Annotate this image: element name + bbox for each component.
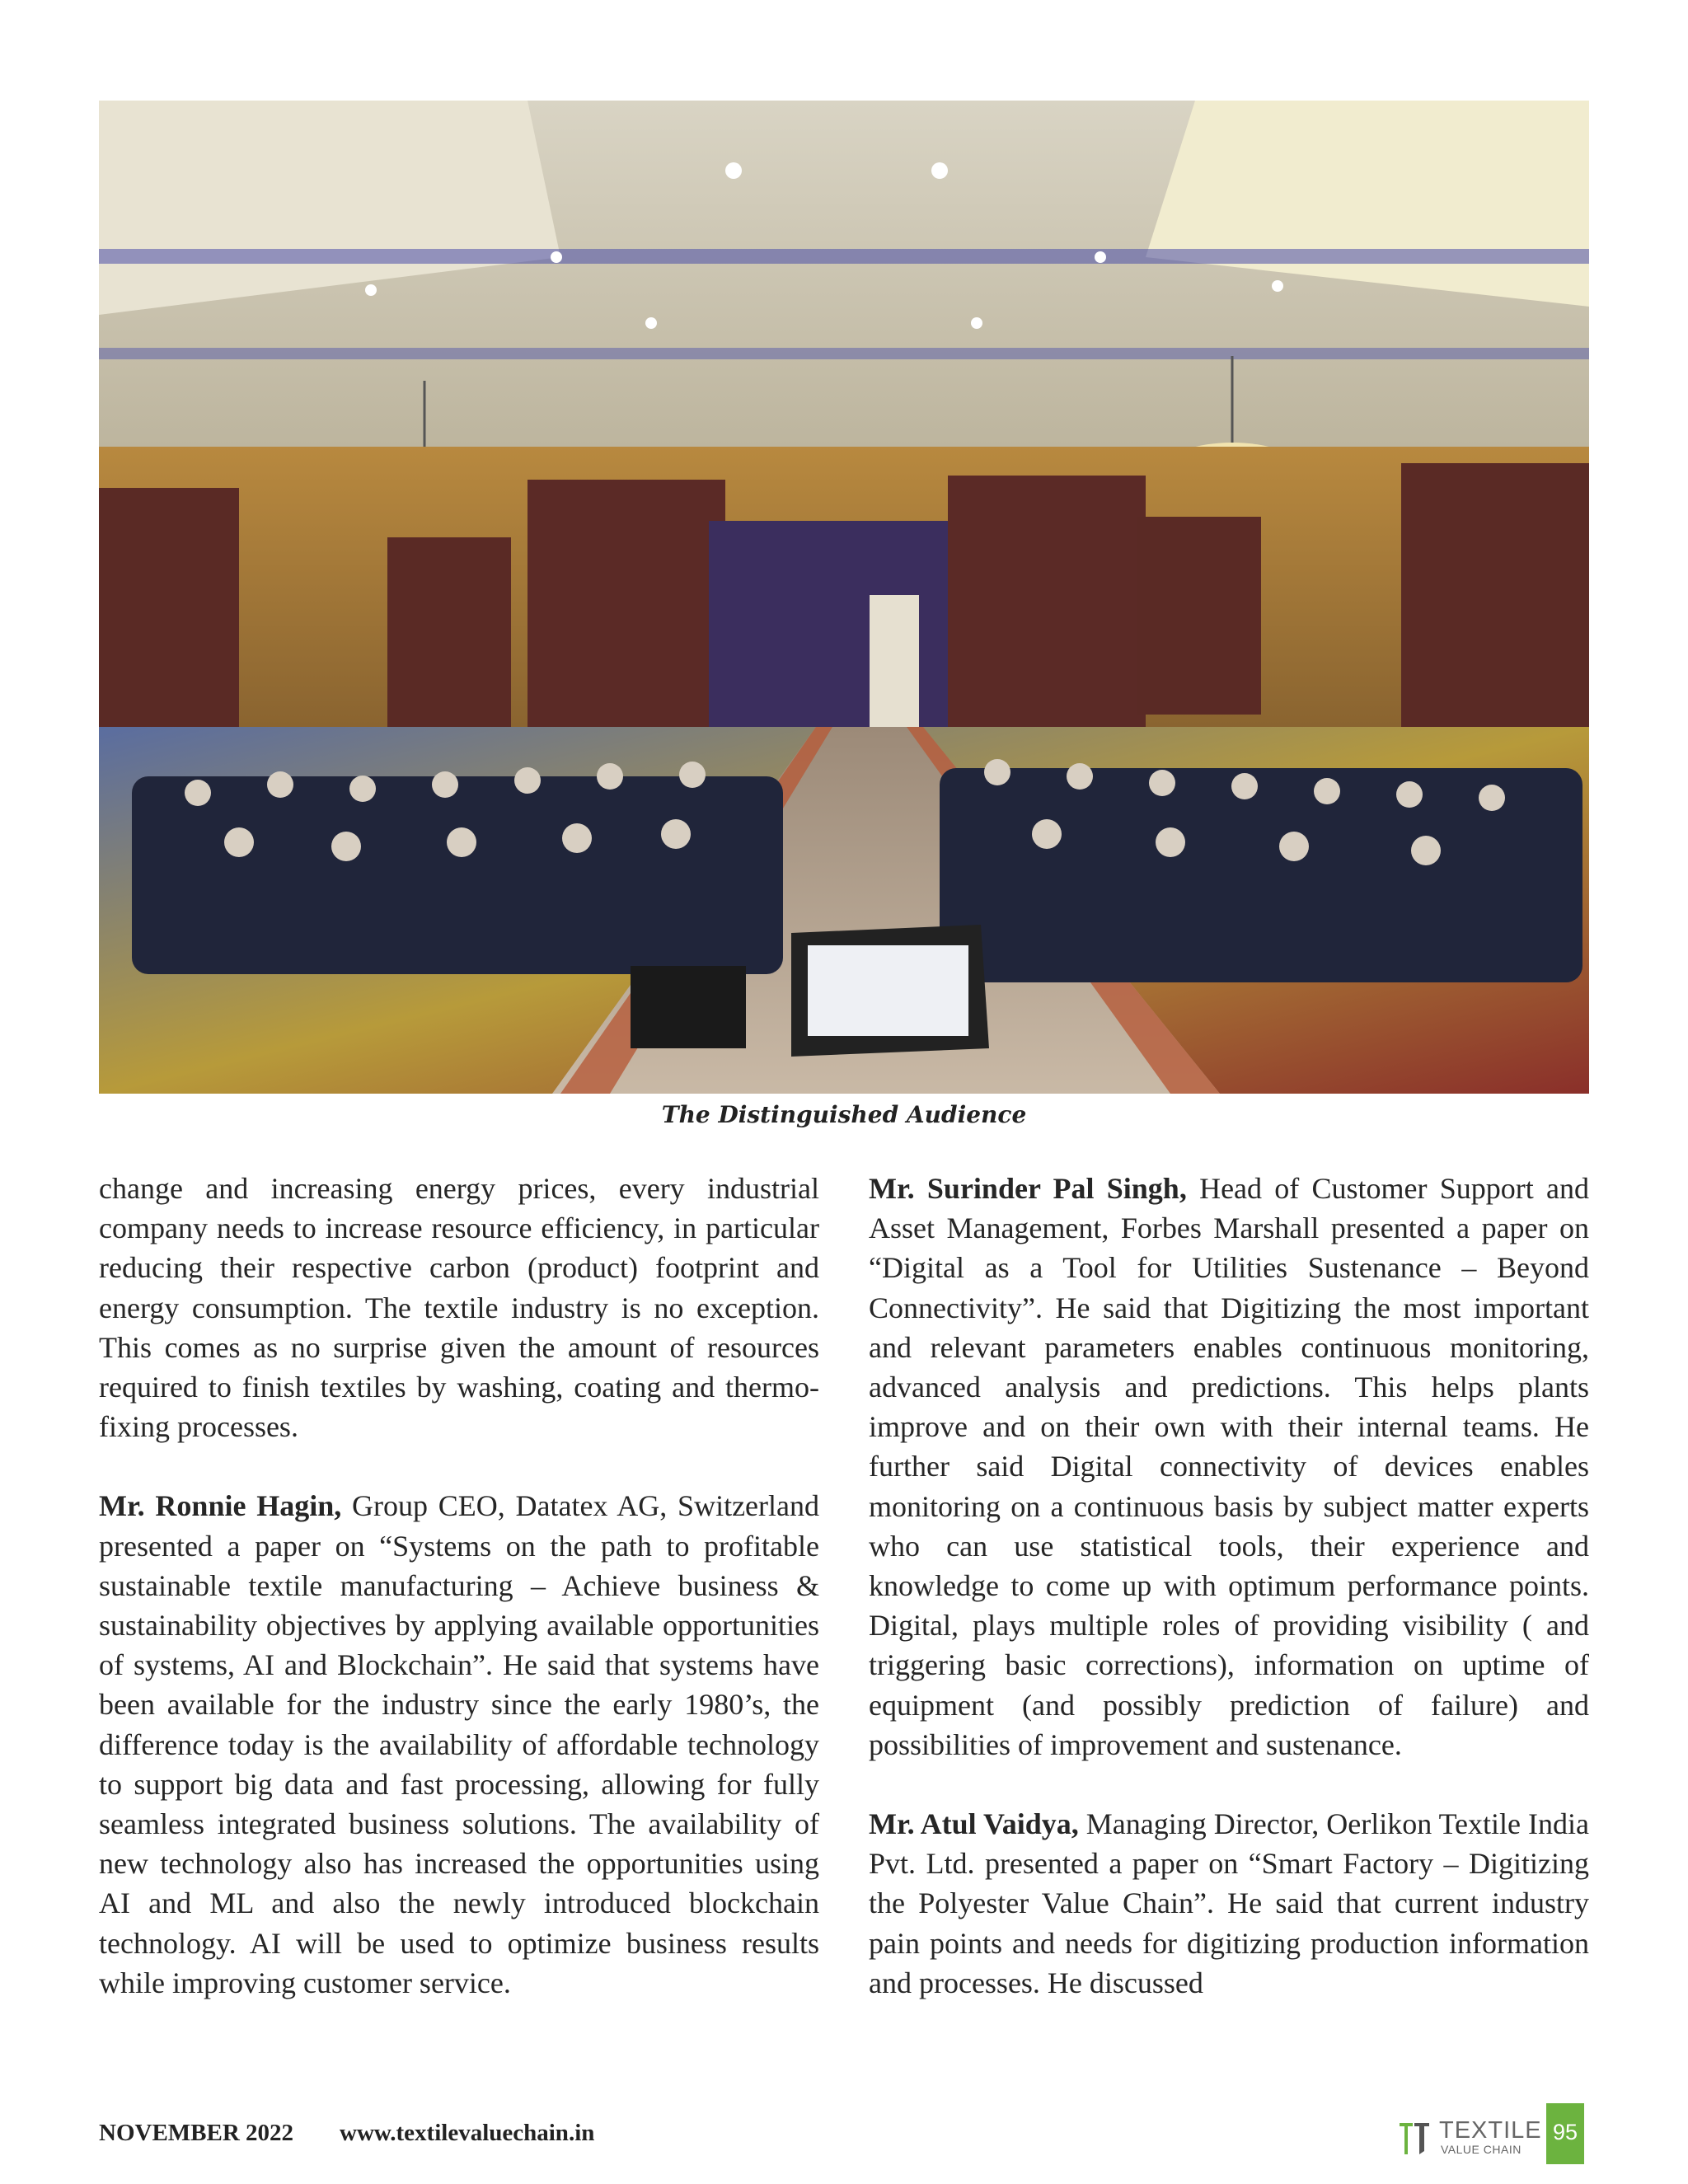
left-paragraph-2-text: Group CEO, Datatex AG, Switzerland presented a paper on “Systems on the path to profitable sustainable textile manufacturing – Achieve business & sustainability objectives by applying available opportunities of systems, AI and Blockchain”. He said that systems have been available for the industry since the early 1980’s, the difference today is the availability of affordable technology to support big data and fast processing, allowing for fully seamless integrated business solutions. The availability of new technology also has increased the opportunities using AI and ML and also the newly introduced blockchain technology. AI will be used to optimize business results while improving customer service. [99,1489,819,1999]
right-column [869,1169,1589,2003]
left-paragraph-2 [99,1486,819,2003]
speaker-name-surinder-pal-singh: Mr. Surinder Pal Singh, [869,1172,1187,1205]
page-number: 95 [1546,2103,1584,2164]
issue-date: NOVEMBER 2022 [99,2120,294,2146]
brand-name: TEXTILE [1439,2117,1542,2144]
audience-hall-photo [99,101,1589,1094]
right-paragraph-2 [869,1804,1589,2003]
right-paragraph-1-text: Head of Customer Support and Asset Management, Forbes Marshall presented a paper on “Digital as a Tool for Utilities Sustenance – Beyond Connectivity”. He said that Digitizing the most important and relevant parameters enables continuous monitoring, advanced analysis and predictions. This helps plants improve and on their own with their internal teams. He further said Digital connectivity of devices enables monitoring on a continuous basis by subject matter experts who can use statistical tools, their experience and knowledge to come up with optimum performance points. Digital, plays multiple roles of providing visibility ( and triggering basic corrections), information on uptime of equipment (and possibly prediction of failure) and possibilities of improvement and sustenance. [869,1172,1589,1761]
hall-illustration [99,101,1589,1094]
speaker-name-atul-vaidya: Mr. Atul Vaidya, [869,1807,1079,1841]
left-paragraph-1: change and increasing energy prices, every industrial company needs to increase resource efficiency, in particular reducing their respective carbon (product) footprint and energy consumption. The textile industry is no exception. This comes as no surprise given the amount of resources required to finish textiles by washing, coating and thermo-fixing processes. [99,1172,819,1444]
photo-caption: The Distinguished Audience [661,1101,1027,1128]
right-paragraph-1 [869,1169,1589,1765]
footer-left [99,2120,594,2147]
website-url[interactable]: www.textilevaluechain.in [340,2120,595,2146]
speaker-name-ronnie-hagin: Mr. Ronnie Hagin, [99,1489,342,1523]
brand-subtitle: VALUE CHAIN [1441,2143,1522,2156]
tvc-logo-icon [1396,2118,1432,2158]
left-column [99,1169,819,2003]
right-paragraph-2-text: Managing Director, Oerlikon Textile India Pvt. Ltd. presented a paper on “Smart Factory – Digitizing the Polyester Value Chain”. He said that current industry pain points and needs for digitizing production information and processes. He discussed [869,1807,1589,1999]
